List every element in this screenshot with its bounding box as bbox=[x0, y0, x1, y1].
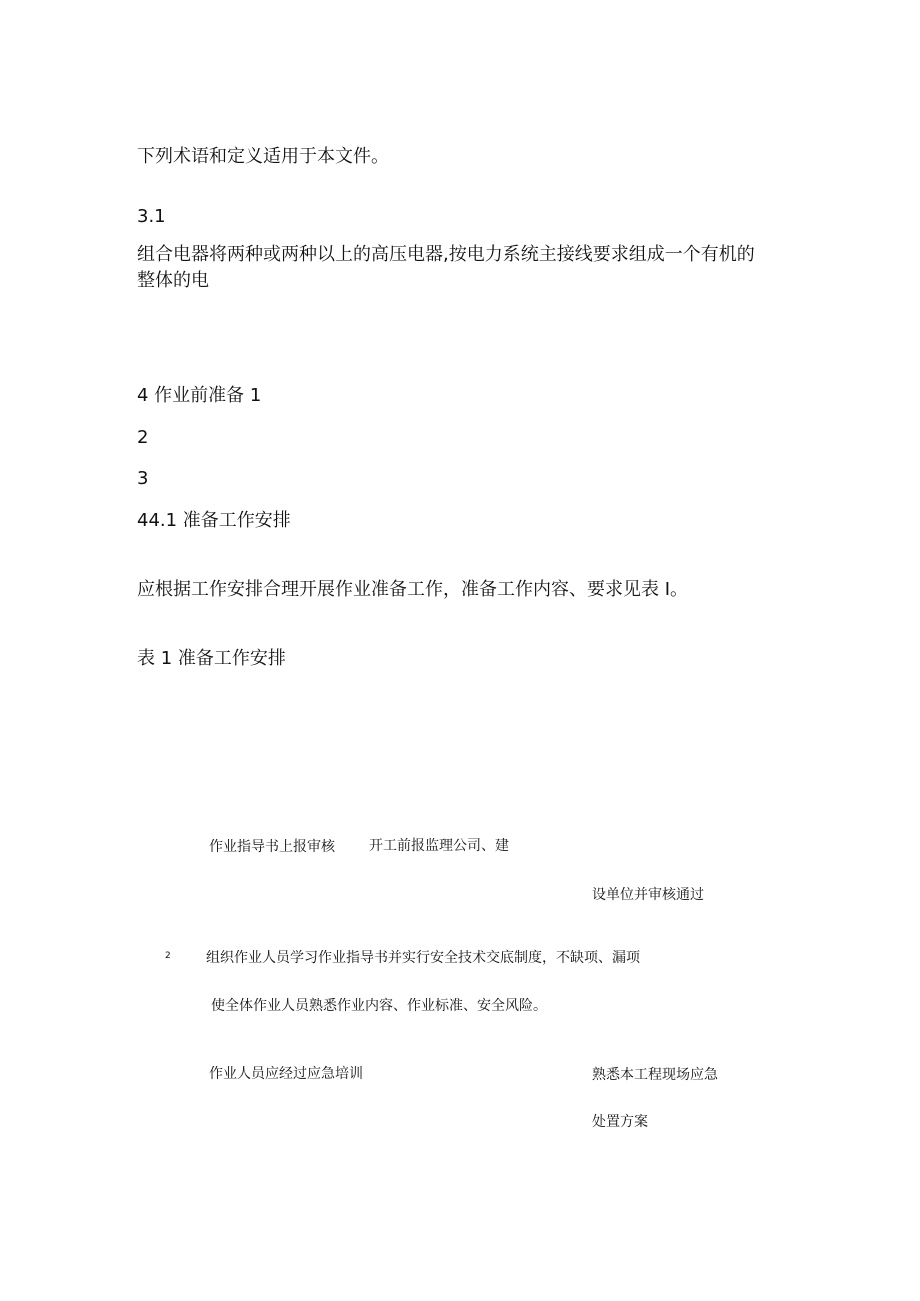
table-row3-requirement-line2: 处置方案 bbox=[592, 1114, 648, 1130]
table-row1-requirement-part2: 设单位并审核通过 bbox=[592, 887, 704, 903]
table-row1-content: 作业指导书上报审核 bbox=[209, 839, 335, 855]
table-row2-content-line2: 使全体作业人员熟悉作业内容、作业标准、安全风险。 bbox=[211, 998, 547, 1014]
table-row3-requirement-line1: 熟悉本工程现场应急 bbox=[592, 1067, 718, 1083]
section-3-1-definition-line1: 组合电器将两种或两种以上的高压电器,按电力系统主接线要求组成一个有机的 bbox=[137, 244, 755, 265]
section-4-item-2: 2 bbox=[137, 427, 149, 448]
section-4-heading: 4 作业前准备 1 bbox=[137, 385, 262, 406]
table-row2-content-line1: 组织作业人员学习作业指导书并实行安全技术交底制度，不缺项、漏项 bbox=[206, 950, 640, 966]
intro-text: 下列术语和定义适用于本文件。 bbox=[137, 146, 389, 167]
section-3-1-definition-line2: 整体的电 bbox=[137, 270, 209, 291]
section-3-1-number: 3.1 bbox=[137, 206, 166, 227]
table-row1-requirement-part1: 开工前报监理公司、建 bbox=[369, 838, 509, 854]
section-4-1-subheading: 44.1 准备工作安排 bbox=[137, 510, 291, 531]
section-4-item-3: 3 bbox=[137, 468, 149, 489]
table-row2-number: 2 bbox=[165, 951, 171, 961]
table-row3-content: 作业人员应经过应急培训 bbox=[209, 1066, 363, 1082]
table-caption: 表 1 准备工作安排 bbox=[137, 648, 286, 669]
section-4-1-paragraph: 应根据工作安排合理开展作业准备工作，准备工作内容、要求见表 I。 bbox=[137, 579, 689, 600]
